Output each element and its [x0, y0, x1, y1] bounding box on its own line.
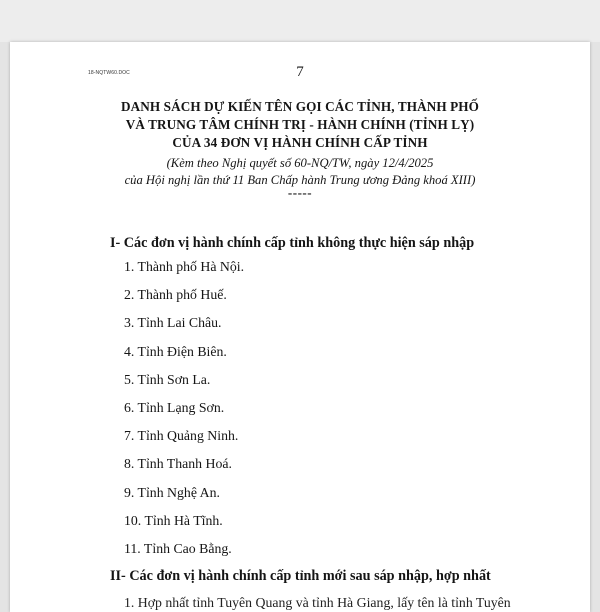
list-item: 6. Tỉnh Lạng Sơn.	[124, 400, 225, 415]
list-item: 9. Tỉnh Nghệ An.	[124, 485, 220, 500]
separator: -----	[287, 185, 313, 200]
list-item: 2. Thành phố Huế.	[124, 287, 227, 302]
list-item: 11. Tỉnh Cao Bằng.	[124, 541, 232, 556]
subtitle-line-2: của Hội nghị lần thứ 11 Ban Chấp hành Trung ương Đảng khoá XIII)	[124, 173, 476, 187]
document-page[interactable]	[10, 42, 590, 612]
document-reference: 18-NQTW60.DOC	[88, 70, 130, 76]
title-line-1: DANH SÁCH DỰ KIẾN TÊN GỌI CÁC TỈNH, THÀNH PHỐ	[121, 99, 479, 114]
list-item: 7. Tỉnh Quảng Ninh.	[124, 428, 239, 443]
list-item: 1. Thành phố Hà Nội.	[124, 259, 245, 274]
section-1-heading: I- Các đơn vị hành chính cấp tỉnh không thực hiện sáp nhập	[110, 235, 475, 251]
section-2-heading: II- Các đơn vị hành chính cấp tỉnh mới sau sáp nhập, hợp nhất	[110, 568, 491, 584]
subtitle-line-1: (Kèm theo Nghị quyết số 60-NQ/TW, ngày 12/4/2025	[166, 156, 434, 170]
page-number: 7	[296, 64, 304, 80]
list-item: 8. Tỉnh Thanh Hoá.	[124, 456, 232, 471]
list-item: 5. Tỉnh Sơn La.	[124, 372, 211, 387]
list-item: 4. Tỉnh Điện Biên.	[124, 344, 227, 359]
title-line-2: VÀ TRUNG TÂM CHÍNH TRỊ - HÀNH CHÍNH (TỈNH LỴ)	[125, 117, 475, 132]
list-item-partial: 1. Hợp nhất tỉnh Tuyên Quang và tỉnh Hà Giang, lấy tên là tỉnh Tuyên	[124, 595, 511, 610]
list-item: 3. Tỉnh Lai Châu.	[124, 315, 222, 330]
title-line-3: CỦA 34 ĐƠN VỊ HÀNH CHÍNH CẤP TỈNH	[172, 135, 428, 150]
background-strip	[0, 0, 600, 42]
list-item: 10. Tỉnh Hà Tĩnh.	[124, 513, 223, 528]
